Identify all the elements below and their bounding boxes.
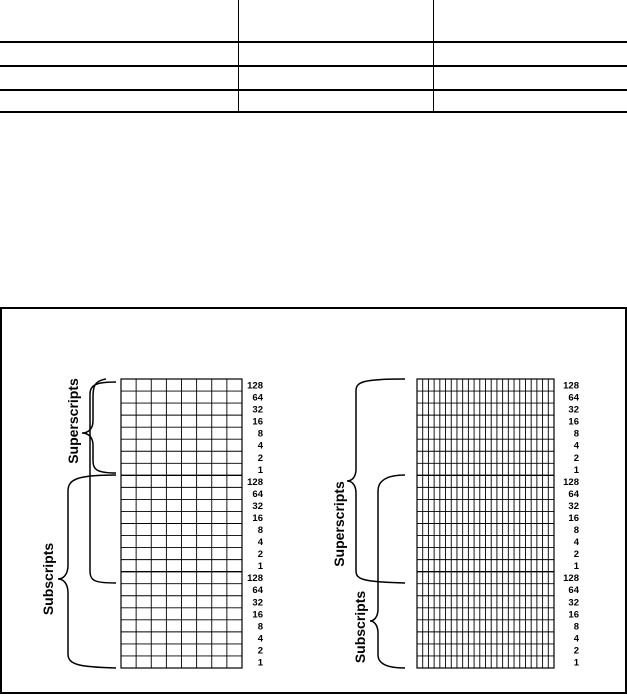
bit-value-label: 2 (573, 549, 579, 561)
right-character-grid (417, 379, 554, 668)
bit-value-label: 4 (573, 633, 579, 645)
bit-value-label: 4 (257, 537, 263, 549)
blank-ruled-table (0, 0, 627, 113)
subscripts-label-right: Subscripts (352, 590, 368, 664)
bit-value-label: 32 (252, 597, 263, 609)
subscripts-brace-right (370, 475, 405, 668)
bit-value-label: 2 (257, 452, 263, 464)
bit-value-label: 32 (568, 404, 579, 416)
bit-value-label: 16 (568, 609, 579, 621)
bit-value-label: 2 (573, 452, 579, 464)
bit-value-label: 8 (257, 621, 263, 633)
left-bit-values (247, 381, 264, 669)
bit-value-label: 128 (563, 476, 579, 488)
bit-value-label: 64 (252, 392, 263, 404)
bit-value-label: 128 (247, 573, 263, 585)
bit-value-label: 1 (573, 464, 579, 476)
bit-value-label: 2 (257, 549, 263, 561)
bit-value-label: 4 (257, 440, 263, 452)
bit-value-label: 8 (257, 525, 263, 537)
table-column-divider (433, 0, 434, 113)
table-row-divider (0, 89, 627, 91)
bit-value-label: 1 (257, 561, 263, 573)
subscripts-label-left: Subscripts (40, 542, 56, 616)
bit-value-label: 16 (568, 512, 579, 524)
bit-value-label: 2 (257, 645, 263, 657)
bit-value-label: 1 (573, 561, 579, 573)
bit-value-label: 128 (563, 380, 579, 392)
bit-value-label: 8 (573, 428, 579, 440)
bit-value-label: 32 (252, 500, 263, 512)
bit-value-label: 64 (568, 392, 579, 404)
table-column-divider (238, 0, 239, 113)
bit-value-label: 128 (563, 573, 579, 585)
bit-value-label: 32 (252, 404, 263, 416)
left-character-grid (121, 379, 242, 668)
superscripts-label-left: Superscripts (65, 378, 81, 464)
bit-value-label: 8 (573, 525, 579, 537)
bit-value-label: 16 (252, 416, 263, 428)
bit-value-label: 64 (568, 488, 579, 500)
character-grid-figure (0, 307, 627, 694)
superscripts-label-right: Superscripts (331, 481, 347, 567)
superscripts-brace-left (82, 379, 116, 473)
bit-value-label: 64 (252, 585, 263, 597)
superscripts-brace-right (347, 379, 405, 583)
bit-value-label: 16 (568, 416, 579, 428)
bit-value-label: 2 (573, 645, 579, 657)
bit-value-label: 1 (573, 657, 579, 669)
bit-value-label: 4 (257, 633, 263, 645)
bit-value-label: 4 (573, 440, 579, 452)
table-row-divider (0, 41, 627, 43)
bit-value-label: 128 (247, 476, 263, 488)
bit-value-label: 16 (252, 512, 263, 524)
right-bit-values (563, 381, 580, 669)
range-brace-middle (90, 382, 116, 583)
bit-value-label: 64 (568, 585, 579, 597)
bit-value-label: 64 (252, 488, 263, 500)
bit-value-label: 1 (257, 657, 263, 669)
bit-value-label: 16 (252, 609, 263, 621)
table-row-divider (0, 65, 627, 67)
table-bottom-rule (0, 111, 627, 113)
bit-value-label: 4 (573, 537, 579, 549)
bit-value-label: 32 (568, 500, 579, 512)
bit-value-label: 32 (568, 597, 579, 609)
bit-value-label: 8 (257, 428, 263, 440)
bit-value-label: 128 (247, 380, 263, 392)
figure-drawing (2, 309, 625, 692)
bit-value-label: 8 (573, 621, 579, 633)
subscripts-brace-left (58, 475, 116, 668)
bit-value-label: 1 (257, 464, 263, 476)
